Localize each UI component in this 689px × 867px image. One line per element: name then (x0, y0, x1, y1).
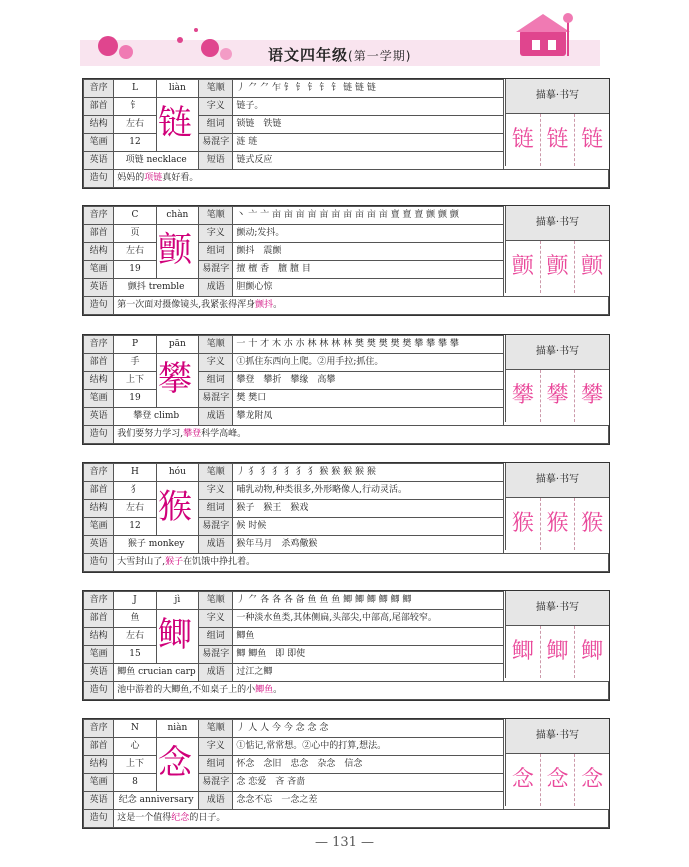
pinyin: chàn (156, 207, 198, 225)
practice-char: 念 (581, 767, 604, 792)
label-sentence: 造句 (84, 297, 114, 315)
confusing-chars: 候 时候 (233, 518, 504, 536)
stroke-order: 丿 ⺈ 各 各 各 备 鱼 鱼 鱼 鲫 鲫 鲫 鲫 鲫 鲫 (233, 592, 504, 610)
label-structure: 结构 (84, 756, 114, 774)
label-meaning: 字义 (199, 610, 233, 628)
practice-area (505, 626, 609, 678)
label-structure: 结构 (84, 628, 114, 646)
label-stroke-order: 笔顺 (199, 80, 233, 98)
meaning: 链子。 (233, 98, 504, 116)
words: 攀登 攀折 攀缘 高攀 (233, 372, 504, 390)
practice-area (505, 241, 609, 293)
radical: 心 (114, 738, 156, 756)
practice-char: 颤 (541, 241, 576, 293)
label-strokes: 笔画 (84, 390, 114, 408)
practice-char: 链 (506, 114, 541, 166)
label-radical: 部首 (84, 482, 114, 500)
sentence-highlight: 鲫鱼 (255, 685, 274, 695)
label-meaning: 字义 (199, 482, 233, 500)
label-confusing: 易混字 (199, 774, 233, 792)
confusing-chars: 樊 樊口 (233, 390, 504, 408)
sentence-highlight: 颤抖 (255, 300, 274, 310)
character-card (82, 78, 610, 189)
label-words: 组词 (199, 372, 233, 390)
label-confusing: 易混字 (199, 646, 233, 664)
label-words: 组词 (199, 243, 233, 261)
practice-char: 念 (541, 754, 576, 806)
label-english: 英语 (84, 792, 114, 810)
sentence-highlight: 猴子 (165, 557, 184, 567)
structure: 上下 (114, 756, 156, 774)
meaning: ①惦记,常常想。②心中的打算,想法。 (233, 738, 504, 756)
practice-title: 描摹·书写 (505, 591, 609, 626)
label-radical: 部首 (84, 225, 114, 243)
pinyin: pān (156, 336, 198, 354)
label-strokes: 笔画 (84, 134, 114, 152)
phrase: 胆颤心惊 (233, 279, 504, 297)
label-strokes: 笔画 (84, 774, 114, 792)
label-english: 英语 (84, 536, 114, 554)
label-phrase: 短语 (199, 152, 233, 170)
practice-area (505, 370, 609, 422)
practice-char: 链 (581, 127, 604, 152)
practice-char: 鲫 (541, 626, 576, 678)
character-card (82, 590, 610, 701)
practice-title: 描摹·书写 (505, 335, 609, 370)
big-character: 猴 (158, 487, 192, 527)
english: 纪念 anniversary (114, 792, 199, 810)
structure: 上下 (114, 372, 156, 390)
label-order: 音序 (84, 720, 114, 738)
stroke-order: 丿 人 人 今 今 念 念 念 (233, 720, 504, 738)
page-title: 语文四年级(第一学期) (268, 46, 412, 64)
big-character: 攀 (158, 359, 192, 399)
label-strokes: 笔画 (84, 646, 114, 664)
label-confusing: 易混字 (199, 261, 233, 279)
label-structure: 结构 (84, 243, 114, 261)
practice-char: 攀 (506, 370, 541, 422)
label-english: 英语 (84, 152, 114, 170)
pinyin: hóu (156, 464, 198, 482)
character-card (82, 462, 610, 573)
english: 攀登 climb (114, 408, 199, 426)
practice-title: 描摹·书写 (505, 79, 609, 114)
label-confusing: 易混字 (199, 518, 233, 536)
practice-char: 念 (506, 754, 541, 806)
radical: 页 (114, 225, 156, 243)
label-structure: 结构 (84, 500, 114, 518)
practice-char: 链 (541, 114, 576, 166)
label-order: 音序 (84, 80, 114, 98)
stroke-order: 一 十 才 木 朩 朩 林 林 林 林 樊 樊 樊 樊 樊 攀 攀 攀 攀 (233, 336, 504, 354)
stroke-count: 15 (114, 646, 156, 664)
order-letter: H (114, 464, 156, 482)
meaning: 哺乳动物,种类很多,外形略像人,行动灵活。 (233, 482, 504, 500)
phrase: 链式反应 (233, 152, 504, 170)
stroke-count: 12 (114, 134, 156, 152)
english: 颤抖 tremble (114, 279, 199, 297)
english: 项链 necklace (114, 152, 199, 170)
label-meaning: 字义 (199, 738, 233, 756)
pinyin: liàn (156, 80, 198, 98)
label-meaning: 字义 (199, 225, 233, 243)
stroke-count: 8 (114, 774, 156, 792)
meaning: 颤动;发抖。 (233, 225, 504, 243)
structure: 左右 (114, 500, 156, 518)
practice-area (505, 498, 609, 550)
order-letter: L (114, 80, 156, 98)
character-card (82, 205, 610, 316)
label-stroke-order: 笔顺 (199, 720, 233, 738)
character-card (82, 718, 610, 829)
label-order: 音序 (84, 207, 114, 225)
radical: 鱼 (114, 610, 156, 628)
label-radical: 部首 (84, 738, 114, 756)
label-english: 英语 (84, 664, 114, 682)
label-stroke-order: 笔顺 (199, 336, 233, 354)
sentence: 这是一个值得纪念的日子。 (114, 810, 609, 828)
confusing-chars: 鲫 鲫鱼 即 即使 (233, 646, 504, 664)
practice-char: 猴 (541, 498, 576, 550)
label-sentence: 造句 (84, 170, 114, 188)
sentence-highlight: 纪念 (171, 813, 190, 823)
page-number: — 131 — (314, 835, 375, 850)
order-letter: J (114, 592, 156, 610)
big-character: 念 (158, 743, 192, 783)
label-radical: 部首 (84, 354, 114, 372)
practice-title: 描摹·书写 (505, 463, 609, 498)
big-character: 链 (158, 103, 192, 143)
label-words: 组词 (199, 116, 233, 134)
practice-area (505, 754, 609, 806)
radical: 犭 (114, 482, 156, 500)
label-strokes: 笔画 (84, 261, 114, 279)
sentence-highlight: 攀登 (183, 429, 202, 439)
label-structure: 结构 (84, 116, 114, 134)
structure: 左右 (114, 628, 156, 646)
label-radical: 部首 (84, 98, 114, 116)
words: 锁链 铁链 (233, 116, 504, 134)
label-sentence: 造句 (84, 810, 114, 828)
pinyin: niàn (156, 720, 198, 738)
words: 鲫鱼 (233, 628, 504, 646)
practice-char: 颤 (581, 254, 604, 279)
label-confusing: 易混字 (199, 134, 233, 152)
label-structure: 结构 (84, 372, 114, 390)
practice-area (505, 114, 609, 166)
label-sentence: 造句 (84, 554, 114, 572)
character-card (82, 334, 610, 445)
practice-char: 鲫 (581, 639, 604, 664)
label-confusing: 易混字 (199, 390, 233, 408)
big-character: 颤 (158, 230, 192, 270)
phrase: 过江之鲫 (233, 664, 504, 682)
radical: 钅 (114, 98, 156, 116)
label-order: 音序 (84, 592, 114, 610)
stroke-count: 19 (114, 261, 156, 279)
label-words: 组词 (199, 500, 233, 518)
practice-title: 描摹·书写 (505, 719, 609, 754)
meaning: ①抓住东西向上爬。②用手拉;抓住。 (233, 354, 504, 372)
words: 猴子 猴王 猴戏 (233, 500, 504, 518)
label-meaning: 字义 (199, 98, 233, 116)
order-letter: N (114, 720, 156, 738)
english: 鲫鱼 crucian carp (114, 664, 199, 682)
stroke-order: 丿 犭 犭 犭 犭 犭 犭 猴 猴 猴 猴 猴 (233, 464, 504, 482)
practice-char: 鲫 (506, 626, 541, 678)
label-stroke-order: 笔顺 (199, 464, 233, 482)
practice-char: 颤 (506, 241, 541, 293)
english: 猴子 monkey (114, 536, 199, 554)
stroke-order: 丶 亠 亠 亩 亩 亩 亩 亩 亩 亩 亩 亩 亩 亶 亶 亶 颤 颤 颤 (233, 207, 504, 225)
label-phrase: 成语 (199, 279, 233, 297)
confusing-chars: 涟 琏 (233, 134, 504, 152)
label-phrase: 成语 (199, 408, 233, 426)
label-english: 英语 (84, 279, 114, 297)
label-order: 音序 (84, 464, 114, 482)
label-stroke-order: 笔顺 (199, 592, 233, 610)
stroke-count: 12 (114, 518, 156, 536)
label-order: 音序 (84, 336, 114, 354)
sentence: 第一次面对摄像镜头,我紧张得浑身颤抖。 (114, 297, 609, 315)
sentence: 妈妈的项链真好看。 (114, 170, 609, 188)
label-phrase: 成语 (199, 536, 233, 554)
words: 怀念 念旧 忠念 杂念 信念 (233, 756, 504, 774)
sentence: 我们要努力学习,攀登科学高峰。 (114, 426, 609, 444)
label-phrase: 成语 (199, 664, 233, 682)
label-strokes: 笔画 (84, 518, 114, 536)
label-radical: 部首 (84, 610, 114, 628)
practice-char: 猴 (506, 498, 541, 550)
stroke-count: 19 (114, 390, 156, 408)
label-sentence: 造句 (84, 682, 114, 700)
order-letter: C (114, 207, 156, 225)
practice-title: 描摹·书写 (505, 206, 609, 241)
label-stroke-order: 笔顺 (199, 207, 233, 225)
label-sentence: 造句 (84, 426, 114, 444)
structure: 左右 (114, 116, 156, 134)
sentence-highlight: 项链 (144, 173, 163, 183)
meaning: 一种淡水鱼类,其体侧扁,头部尖,中部高,尾部较窄。 (233, 610, 504, 628)
words: 颤抖 震颤 (233, 243, 504, 261)
label-english: 英语 (84, 408, 114, 426)
order-letter: P (114, 336, 156, 354)
sentence: 池中游着的大鲫鱼,不如桌子上的小鲫鱼。 (114, 682, 609, 700)
label-meaning: 字义 (199, 354, 233, 372)
label-words: 组词 (199, 628, 233, 646)
practice-char: 猴 (581, 511, 604, 536)
label-words: 组词 (199, 756, 233, 774)
confusing-chars: 擅 檀 香 膻 膻 目 (233, 261, 504, 279)
structure: 左右 (114, 243, 156, 261)
big-character: 鲫 (158, 615, 192, 655)
phrase: 攀龙附凤 (233, 408, 504, 426)
radical: 手 (114, 354, 156, 372)
sentence: 大雪封山了,猴子在饥饿中挣扎着。 (114, 554, 609, 572)
practice-char: 攀 (541, 370, 576, 422)
pinyin: jì (156, 592, 198, 610)
phrase: 猴年马月 杀鸡儆猴 (233, 536, 504, 554)
page-header (0, 0, 689, 72)
label-phrase: 成语 (199, 792, 233, 810)
stroke-order: 丿 ⺈ ⺈ 乍 钅 钅 钅 钅 钅 链 链 链 (233, 80, 504, 98)
practice-char: 攀 (581, 383, 604, 408)
phrase: 念念不忘 一念之差 (233, 792, 504, 810)
confusing-chars: 念 恋爱 吝 吝啬 (233, 774, 504, 792)
